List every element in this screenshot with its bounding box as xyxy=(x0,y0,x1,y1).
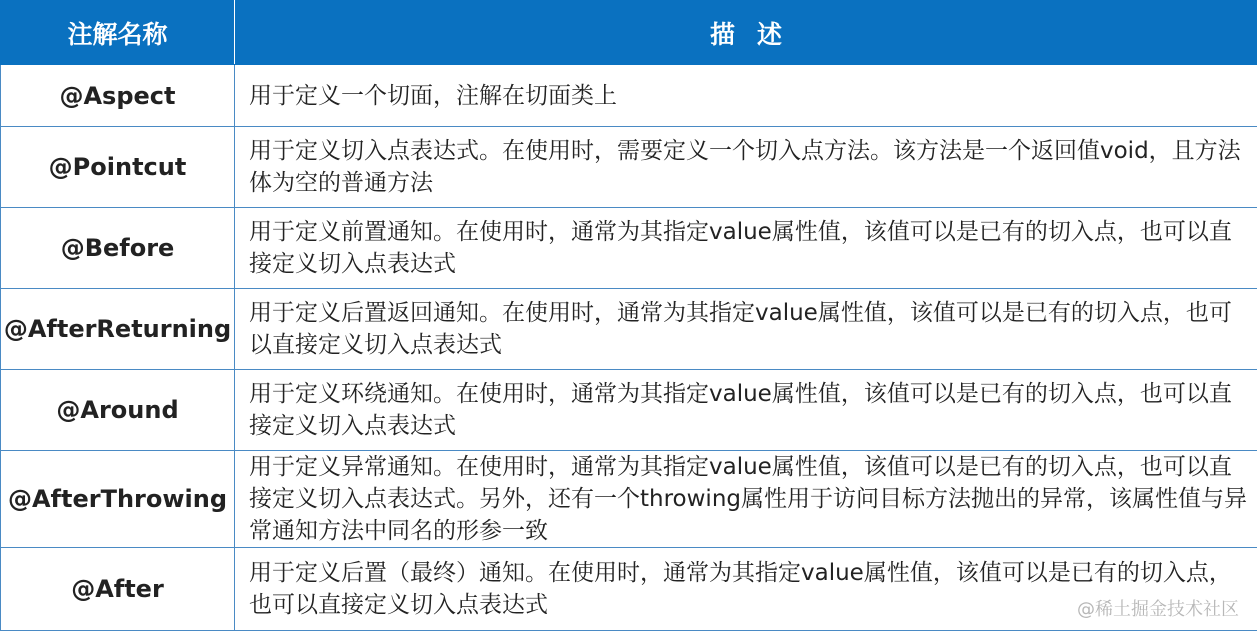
annotation-name-cell: @Around xyxy=(1,370,235,451)
description-cell: 用于定义异常通知。在使用时，通常为其指定value属性值，该值可以是已有的切入点，也可以直接定义切入点表达式。另外，还有一个throwing属性用于访问目标方法抛出的异常，该属性值与异常通知方法中同名的形参一致 xyxy=(235,451,1257,548)
table-row xyxy=(1,65,1257,127)
description-cell: 用于定义后置（最终）通知。在使用时，通常为其指定value属性值，该值可以是已有的切入点，也可以直接定义切入点表达式 xyxy=(235,548,1257,631)
table-row xyxy=(1,289,1257,370)
table-row xyxy=(1,548,1257,631)
annotation-name-cell: @Pointcut xyxy=(1,127,235,208)
description-cell: 用于定义切入点表达式。在使用时，需要定义一个切入点方法。该方法是一个返回值void，且方法体为空的普通方法 xyxy=(235,127,1257,208)
table-row xyxy=(1,370,1257,451)
annotation-name-cell: @Aspect xyxy=(1,65,235,127)
table-row xyxy=(1,451,1257,548)
table-row xyxy=(1,208,1257,289)
annotation-name-cell: @After xyxy=(1,548,235,631)
description-cell: 用于定义环绕通知。在使用时，通常为其指定value属性值，该值可以是已有的切入点，也可以直接定义切入点表达式 xyxy=(235,370,1257,451)
header-annotation-name: 注解名称 xyxy=(1,1,235,65)
description-cell: 用于定义一个切面，注解在切面类上 xyxy=(235,65,1257,127)
header-row xyxy=(1,1,1257,65)
annotation-name-cell: @Before xyxy=(1,208,235,289)
table-body xyxy=(1,65,1257,631)
header-description: 描述 xyxy=(235,1,1257,65)
table-header xyxy=(1,1,1257,65)
description-cell: 用于定义前置通知。在使用时，通常为其指定value属性值，该值可以是已有的切入点，也可以直接定义切入点表达式 xyxy=(235,208,1257,289)
description-cell: 用于定义后置返回通知。在使用时，通常为其指定value属性值，该值可以是已有的切入点，也可以直接定义切入点表达式 xyxy=(235,289,1257,370)
annotation-name-cell: @AfterReturning xyxy=(1,289,235,370)
table-row xyxy=(1,127,1257,208)
watermark: @稀土掘金技术社区 xyxy=(1077,599,1239,620)
annotation-name-cell: @AfterThrowing xyxy=(1,451,235,548)
